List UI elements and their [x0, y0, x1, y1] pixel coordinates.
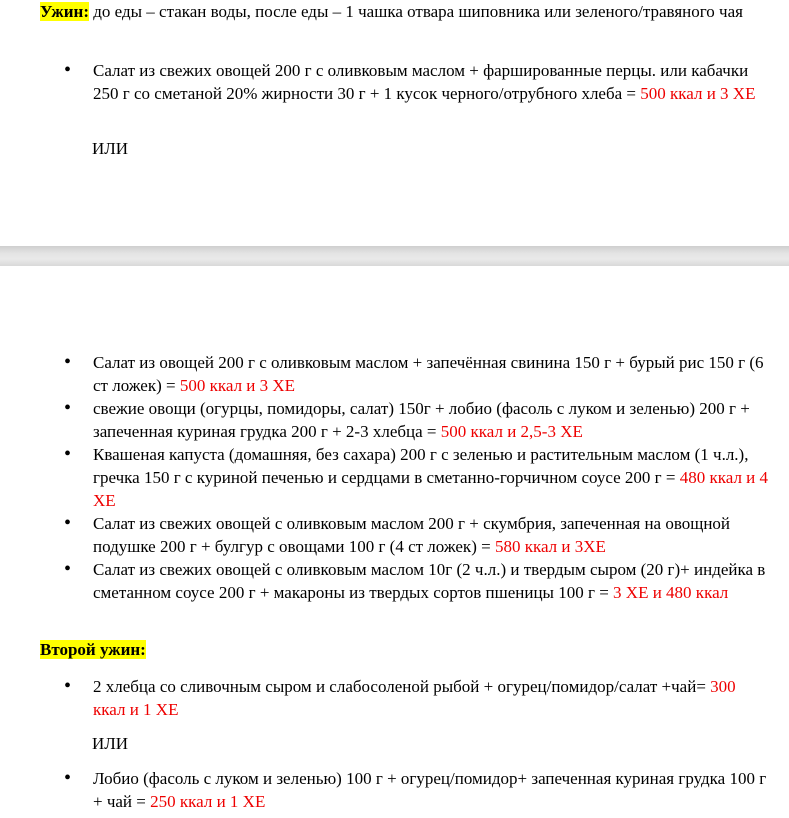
- item-kcal: 480 ккал и 4 ХЕ: [93, 468, 769, 510]
- item-text: Лобио (фасоль с луком и зеленью) 100 г + огурец/помидор+ запеченная куриная грудка 100 г + чай =: [93, 769, 767, 811]
- list-item: [0, 443, 789, 512]
- list-item: [0, 767, 789, 813]
- item-text: свежие овощи (огурцы, помидоры, салат) 150г + лобио (фасоль с луком и зеленью) 200 г + запеченная куриная грудка 200 г + 2-3 хлебца =: [93, 399, 750, 441]
- item-kcal: 300 ккал и 1 ХЕ: [93, 677, 736, 719]
- item-kcal: 250 ккал и 1 ХЕ: [150, 792, 266, 811]
- or-label: ИЛИ: [92, 139, 129, 158]
- item-kcal: 500 ккал и 3 ХЕ: [179, 376, 296, 395]
- dinner-intro: [40, 0, 769, 23]
- dinner-intro-text: до еды – стакан воды, после еды – 1 чашка отвара шиповника или зеленого/травяного чая: [88, 2, 743, 21]
- item-text: 2 хлебца со сливочным сыром и слабосоленой рыбой + огурец/помидор/салат +чай=: [93, 677, 711, 696]
- list-item: [0, 558, 789, 604]
- list-item: [0, 512, 789, 558]
- dinner-options-list: [0, 351, 789, 604]
- item-text: Салат из свежих овощей с оливковым маслом 10г (2 ч.л.) и твердым сыром (20 г)+ индейка в сметанном соусе 200 г + макароны из твердых сортов пшеницы 100 г =: [93, 560, 766, 602]
- item-text: Салат из свежих овощей 200 г с оливковым маслом + фаршированные перцы. или кабачки 250 г со сметаной 20% жирности 30 г + 1 кусок черного/отрубного хлеба =: [93, 61, 749, 103]
- item-kcal: 3 ХЕ и 480 ккал: [613, 583, 729, 602]
- list-item: [0, 351, 789, 397]
- item-kcal: 500 ккал и 2,5-3 ХЕ: [440, 422, 583, 441]
- document-page-2: [0, 266, 789, 818]
- second-dinner-list-2: [0, 767, 789, 813]
- dinner-first-list: [0, 59, 789, 105]
- second-dinner-heading: Второй ужин:: [40, 640, 146, 659]
- document-page-1: [0, 0, 789, 246]
- item-kcal: 500 ккал и 3 ХЕ: [640, 84, 756, 103]
- or-label: ИЛИ: [92, 734, 129, 753]
- list-item: [0, 59, 789, 105]
- second-dinner-heading-line: [40, 638, 769, 661]
- item-text: Салат из свежих овощей с оливковым маслом 200 г + скумбрия, запеченная на овощной подушке 200 г + булгур с овощами 100 г (4 ст ложек) =: [93, 514, 731, 556]
- item-kcal: 580 ккал и 3ХЕ: [494, 537, 606, 556]
- item-text: Квашеная капуста (домашняя, без сахара) 200 г с зеленью и растительным маслом (1 ч.л.), гречка 150 г с куриной печенью и сердцами в сметанно-горчичном соусе 200 г =: [93, 445, 749, 487]
- item-text: Салат из овощей 200 г с оливковым маслом + запечённая свинина 150 г + бурый рис 150 г (6 ст ложек) =: [93, 353, 764, 395]
- list-item: [0, 397, 789, 443]
- page-separator: [0, 246, 789, 266]
- list-item: [0, 675, 789, 721]
- dinner-heading: Ужин:: [40, 2, 89, 21]
- second-dinner-list: [0, 675, 789, 721]
